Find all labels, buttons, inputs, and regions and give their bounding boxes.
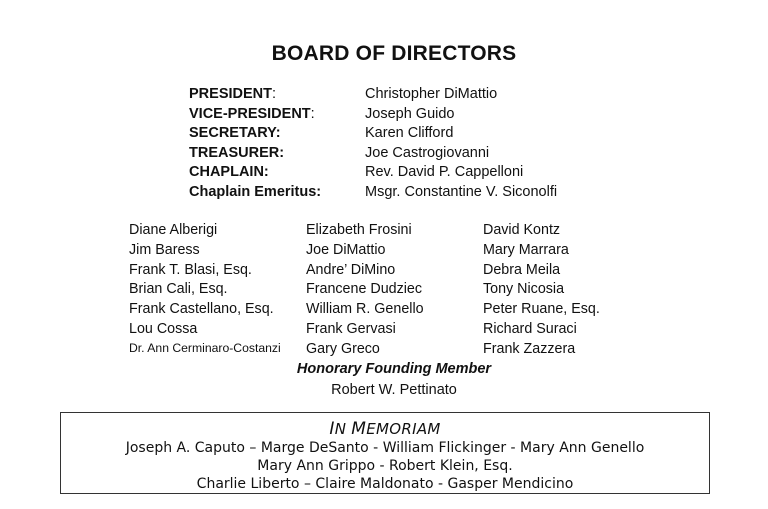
officer-name: Msgr. Constantine V. Siconolfi xyxy=(365,183,558,200)
officer-role: Chaplain Emeritus: xyxy=(189,183,322,200)
officer-row-chaplain xyxy=(189,164,557,184)
officer-row-president xyxy=(189,86,557,106)
member-name: Mary Marrara xyxy=(483,241,569,258)
page-title: BOARD OF DIRECTORS xyxy=(271,42,517,65)
honorary-name: Robert W. Pettinato xyxy=(331,382,457,398)
member-name: Diane Alberigi xyxy=(129,222,218,238)
officer-role: SECRETARY: xyxy=(189,125,281,142)
members-column-3 xyxy=(483,222,600,361)
officer-name: Christopher DiMattio xyxy=(365,86,498,102)
member-name: Elizabeth Frosini xyxy=(306,222,412,238)
officers-list xyxy=(189,86,557,204)
memoriam-line: Joseph A. Caputo – Marge DeSanto - William Flickinger - Mary Ann Genello xyxy=(125,440,645,456)
member-name: David Kontz xyxy=(483,222,561,238)
member-name: Francene Dudziec xyxy=(306,281,423,298)
member-name: Brian Cali, Esq. xyxy=(129,281,228,298)
officer-name: Rev. David P. Cappelloni xyxy=(365,164,524,181)
member-name: Lou Cossa xyxy=(129,320,198,337)
member-name: Joe DiMattio xyxy=(306,241,386,258)
officer-role: PRESIDENT: xyxy=(189,86,277,102)
member-name: Gary Greco xyxy=(306,340,380,357)
member-name: Andre’ DiMino xyxy=(306,261,396,278)
member-name: Richard Suraci xyxy=(483,320,577,337)
officer-name: Karen Clifford xyxy=(365,125,454,142)
officer-name: Joseph Guido xyxy=(365,105,455,122)
member-name: Peter Ruane, Esq. xyxy=(483,301,600,318)
memoriam-line: Charlie Liberto – Claire Maldonato - Gasper Mendicino xyxy=(196,476,574,492)
memoriam-title: IN MEMORIAM xyxy=(329,419,441,439)
members-column-2 xyxy=(306,222,424,361)
member-name: Frank Castellano, Esq. xyxy=(129,301,274,318)
members-column-1 xyxy=(129,222,281,361)
officer-role: VICE-PRESIDENT: xyxy=(189,105,315,122)
member-name: Frank Gervasi xyxy=(306,320,396,337)
member-name: Frank T. Blasi, Esq. xyxy=(129,261,252,278)
officer-row-treasurer xyxy=(189,145,557,165)
officer-row-chaplain-emeritus xyxy=(189,184,557,204)
member-name: Jim Baress xyxy=(129,241,200,258)
member-name: Frank Zazzera xyxy=(483,340,576,357)
officer-role: TREASURER: xyxy=(189,144,285,161)
member-name: Debra Meila xyxy=(483,261,561,278)
honorary-heading: Honorary Founding Member xyxy=(296,361,492,377)
memoriam-box xyxy=(60,412,710,494)
member-name: Dr. Ann Cerminaro-Costanzi xyxy=(129,340,281,355)
officer-role: CHAPLAIN: xyxy=(189,164,269,181)
memoriam-line: Mary Ann Grippo - Robert Klein, Esq. xyxy=(257,458,513,474)
member-name: William R. Genello xyxy=(306,301,424,318)
member-name: Tony Nicosia xyxy=(483,281,565,298)
officer-name: Joe Castrogiovanni xyxy=(365,144,490,161)
officer-row-vice-president xyxy=(189,106,557,126)
officer-row-secretary xyxy=(189,125,557,145)
